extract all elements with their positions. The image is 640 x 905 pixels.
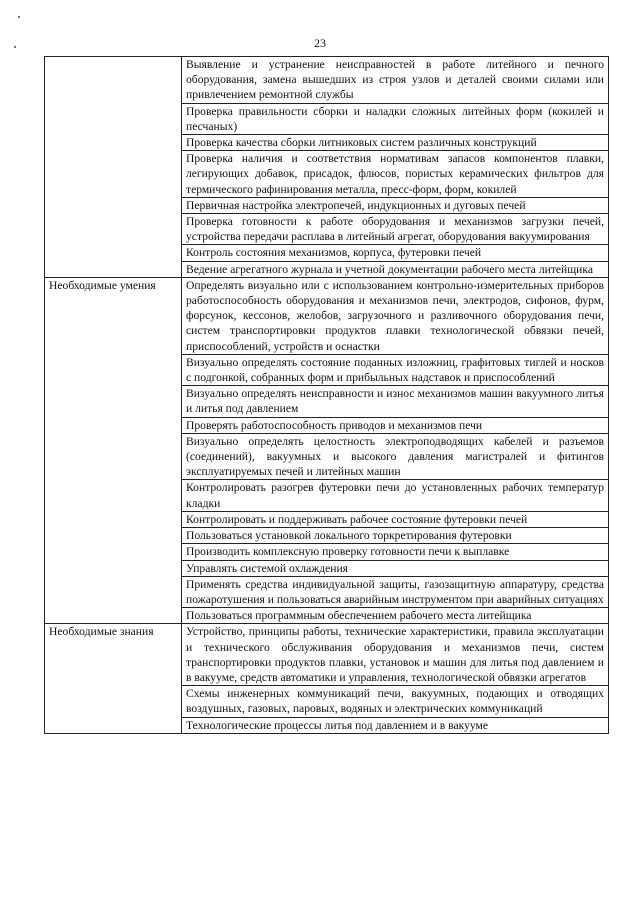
requirement-item: Пользоваться установкой локального торкретирования футеровки bbox=[182, 528, 609, 544]
table-row bbox=[45, 57, 609, 104]
requirement-item: Проверять работоспособность приводов и механизмов печи bbox=[182, 417, 609, 433]
requirement-item: Пользоваться программным обеспечением рабочего места литейщика bbox=[182, 608, 609, 624]
requirement-item: Проверка качества сборки литниковых систем различных конструкций bbox=[182, 135, 609, 151]
requirement-item: Ведение агрегатного журнала и учетной документации рабочего места литейщика bbox=[182, 261, 609, 277]
requirement-item: Проверка готовности к работе оборудования и механизмов загрузки печей, устройства передачи расплава в литейный агрегат, оборудования вакуумирования bbox=[182, 214, 609, 245]
requirement-item: Технологические процессы литья под давлением и в вакууме bbox=[182, 717, 609, 733]
requirements-table bbox=[44, 56, 609, 734]
section-label bbox=[45, 57, 182, 278]
requirement-item: Устройство, принципы работы, технические характеристики, правила эксплуатации и технического обслуживания оборудования и механизмов печи, систем транспортировки продуктов плавки, установок и машин для литья под давлением и в вакууме, средств автоматики и управления, технологической обвязки агрегатов bbox=[182, 624, 609, 686]
requirement-item: Визуально определять неисправности и износ механизмов машин вакуумного литья и литья под давлением bbox=[182, 386, 609, 417]
requirement-item: Контролировать разогрев футеровки печи до установленных рабочих температур кладки bbox=[182, 480, 609, 511]
requirement-item: Проверка наличия и соответствия нормативам запасов компонентов плавки, легирующих добавок, присадок, флюсов, пористых керамических фильтров для термического рафинирования металла, пресс-форм, форм, кокилей bbox=[182, 151, 609, 198]
requirement-item: Выявление и устранение неисправностей в работе литейного и печного оборудования, замена вышедших из строя узлов и деталей своими силами или привлечением ремонтной службы bbox=[182, 57, 609, 104]
requirement-item: Контроль состояния механизмов, корпуса, футеровки печей bbox=[182, 245, 609, 261]
scan-speck bbox=[18, 16, 20, 18]
requirement-item: Управлять системой охлаждения bbox=[182, 560, 609, 576]
scan-speck bbox=[14, 46, 16, 48]
requirement-item: Определять визуально или с использованием контрольно-измерительных приборов работоспособность оборудования и механизмов печи, электродов, сифонов, фурм, форсунок, кессонов, желобов, загрузочного и разливочного оборудования печи, систем транспортировки продуктов плавки технологической обвязки печей, приспособлений, устройств и оснастки bbox=[182, 277, 609, 354]
table-row bbox=[45, 624, 609, 686]
page-number: 23 bbox=[314, 36, 326, 50]
section-label: Необходимые знания bbox=[45, 624, 182, 733]
requirement-item: Схемы инженерных коммуникаций печи, вакуумных, подающих и отводящих воздушных, газовых, паровых, водяных и электрических коммуникаций bbox=[182, 686, 609, 717]
requirement-item: Визуально определять состояние поданных изложниц, графитовых тиглей и носков с подгонкой, собранных форм и прибыльных надставок и приспособлений bbox=[182, 354, 609, 385]
requirement-item: Применять средства индивидуальной защиты, газозащитную аппаратуру, средства пожаротушения и пользоваться аварийным инструментом при аварийных ситуациях bbox=[182, 576, 609, 607]
requirement-item: Контролировать и поддерживать рабочее состояние футеровки печей bbox=[182, 511, 609, 527]
requirement-item: Первичная настройка электропечей, индукционных и дуговых печей bbox=[182, 197, 609, 213]
requirement-item: Проверка правильности сборки и наладки сложных литейных форм (кокилей и песчаных) bbox=[182, 103, 609, 134]
table-row bbox=[45, 277, 609, 354]
requirement-item: Производить комплексную проверку готовности печи к выплавке bbox=[182, 544, 609, 560]
section-label: Необходимые умения bbox=[45, 277, 182, 623]
requirement-item: Визуально определять целостность электроподводящих кабелей и разъемов (соединений), вакуумных и высокого давления магистралей и фитингов эксплуатируемых печей и литейных машин bbox=[182, 433, 609, 480]
